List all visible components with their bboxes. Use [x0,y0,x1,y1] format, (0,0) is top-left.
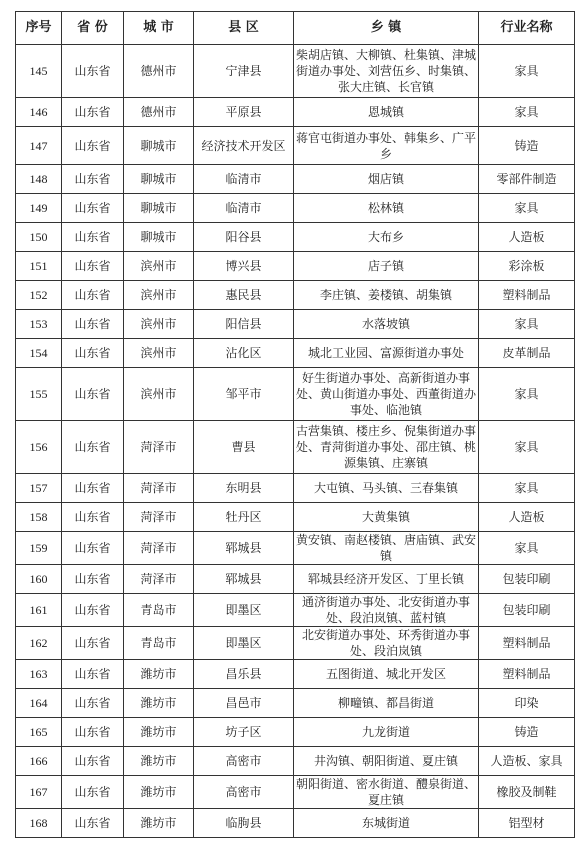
cell-industry: 人造板 [479,503,575,532]
cell-industry: 橡胶及制鞋 [479,776,575,809]
cell-industry: 包装印刷 [479,565,575,594]
document-page [15,11,574,838]
cell-city: 滨州市 [124,368,194,421]
cell-county: 经济技术开发区 [194,127,294,165]
cell-id: 156 [16,421,62,474]
cell-town: 烟店镇 [294,165,479,194]
cell-industry: 家具 [479,532,575,565]
cell-id: 149 [16,194,62,223]
cell-town: 大屯镇、马头镇、三春集镇 [294,474,479,503]
cell-province: 山东省 [62,689,124,718]
cell-province: 山东省 [62,594,124,627]
cell-province: 山东省 [62,747,124,776]
cell-province: 山东省 [62,98,124,127]
cell-town: 城北工业园、富源街道办事处 [294,339,479,368]
cell-city: 菏泽市 [124,474,194,503]
cell-city: 菏泽市 [124,421,194,474]
table-row [16,310,575,339]
cell-county: 曹县 [194,421,294,474]
cell-county: 临朐县 [194,809,294,838]
cell-industry: 人造板、家具 [479,747,575,776]
cell-id: 151 [16,252,62,281]
table-row [16,594,575,627]
cell-province: 山东省 [62,310,124,339]
cell-town: 松林镇 [294,194,479,223]
table-row [16,747,575,776]
header-county: 县 区 [194,12,294,45]
cell-industry: 家具 [479,421,575,474]
cell-industry: 家具 [479,194,575,223]
cell-province: 山东省 [62,368,124,421]
cell-province: 山东省 [62,627,124,660]
cell-county: 郓城县 [194,565,294,594]
cell-province: 山东省 [62,565,124,594]
cell-province: 山东省 [62,339,124,368]
cell-province: 山东省 [62,776,124,809]
cell-industry: 家具 [479,474,575,503]
cell-county: 牡丹区 [194,503,294,532]
cell-industry: 家具 [479,368,575,421]
header-industry: 行业名称 [479,12,575,45]
table-row [16,339,575,368]
cell-industry: 皮革制品 [479,339,575,368]
cell-city: 潍坊市 [124,660,194,689]
cell-county: 坊子区 [194,718,294,747]
cell-town: 柴胡店镇、大柳镇、杜集镇、津城街道办事处、刘营伍乡、时集镇、张大庄镇、长官镇 [294,45,479,98]
cell-city: 聊城市 [124,223,194,252]
table-row [16,127,575,165]
table-row [16,281,575,310]
cell-city: 聊城市 [124,127,194,165]
cell-province: 山东省 [62,281,124,310]
cell-industry: 塑料制品 [479,660,575,689]
table-row [16,368,575,421]
cell-id: 167 [16,776,62,809]
table-row [16,627,575,660]
cell-city: 滨州市 [124,281,194,310]
cell-province: 山东省 [62,474,124,503]
cell-province: 山东省 [62,194,124,223]
cell-province: 山东省 [62,532,124,565]
cell-town: 大黄集镇 [294,503,479,532]
cell-industry: 塑料制品 [479,281,575,310]
cell-id: 162 [16,627,62,660]
cell-city: 潍坊市 [124,809,194,838]
header-city: 城 市 [124,12,194,45]
cell-city: 潍坊市 [124,776,194,809]
cell-county: 阳信县 [194,310,294,339]
cell-county: 惠民县 [194,281,294,310]
cell-industry: 零部件制造 [479,165,575,194]
cell-town: 蒋官屯街道办事处、韩集乡、广平乡 [294,127,479,165]
industry-cluster-table [15,11,575,838]
cell-id: 164 [16,689,62,718]
table-row [16,98,575,127]
cell-city: 滨州市 [124,310,194,339]
cell-town: 东城街道 [294,809,479,838]
cell-county: 高密市 [194,747,294,776]
cell-province: 山东省 [62,165,124,194]
cell-industry: 铸造 [479,718,575,747]
cell-town: 九龙街道 [294,718,479,747]
table-body [16,45,575,838]
cell-city: 聊城市 [124,165,194,194]
cell-town: 黄安镇、南赵楼镇、唐庙镇、武安镇 [294,532,479,565]
table-row [16,565,575,594]
cell-county: 沾化区 [194,339,294,368]
cell-industry: 家具 [479,310,575,339]
table-row [16,474,575,503]
cell-id: 154 [16,339,62,368]
cell-id: 155 [16,368,62,421]
cell-town: 通济街道办事处、北安街道办事处、段泊岚镇、蓝村镇 [294,594,479,627]
cell-id: 150 [16,223,62,252]
cell-id: 159 [16,532,62,565]
table-row [16,223,575,252]
cell-province: 山东省 [62,503,124,532]
cell-county: 临清市 [194,165,294,194]
table-row [16,809,575,838]
cell-id: 165 [16,718,62,747]
table-row [16,503,575,532]
cell-city: 菏泽市 [124,565,194,594]
cell-city: 菏泽市 [124,503,194,532]
cell-city: 潍坊市 [124,689,194,718]
cell-county: 郓城县 [194,532,294,565]
cell-town: 古营集镇、楼庄乡、倪集街道办事处、青菏街道办事处、邵庄镇、桃源集镇、庄寨镇 [294,421,479,474]
cell-city: 潍坊市 [124,747,194,776]
cell-province: 山东省 [62,252,124,281]
cell-county: 平原县 [194,98,294,127]
table-header [16,12,575,45]
header-id: 序号 [16,12,62,45]
cell-city: 德州市 [124,98,194,127]
cell-county: 临清市 [194,194,294,223]
table-row [16,776,575,809]
cell-id: 161 [16,594,62,627]
cell-id: 147 [16,127,62,165]
cell-town: 北安街道办事处、环秀街道办事处、段泊岚镇 [294,627,479,660]
cell-town: 好生街道办事处、高新街道办事处、黄山街道办事处、西董街道办事处、临池镇 [294,368,479,421]
table-row [16,421,575,474]
cell-city: 青岛市 [124,594,194,627]
cell-province: 山东省 [62,45,124,98]
cell-id: 168 [16,809,62,838]
cell-province: 山东省 [62,127,124,165]
table-row [16,689,575,718]
cell-county: 即墨区 [194,627,294,660]
table-row [16,165,575,194]
cell-industry: 包装印刷 [479,594,575,627]
table-row [16,532,575,565]
cell-town: 大布乡 [294,223,479,252]
cell-town: 柳疃镇、都昌街道 [294,689,479,718]
cell-id: 160 [16,565,62,594]
table-row [16,194,575,223]
cell-city: 滨州市 [124,252,194,281]
cell-town: 五图街道、城北开发区 [294,660,479,689]
cell-id: 157 [16,474,62,503]
cell-town: 郓城县经济开发区、丁里长镇 [294,565,479,594]
cell-industry: 家具 [479,45,575,98]
cell-county: 高密市 [194,776,294,809]
cell-town: 井沟镇、朝阳街道、夏庄镇 [294,747,479,776]
cell-industry: 铸造 [479,127,575,165]
cell-industry: 印染 [479,689,575,718]
cell-id: 166 [16,747,62,776]
cell-city: 聊城市 [124,194,194,223]
cell-id: 153 [16,310,62,339]
cell-province: 山东省 [62,660,124,689]
cell-id: 163 [16,660,62,689]
cell-county: 即墨区 [194,594,294,627]
cell-county: 阳谷县 [194,223,294,252]
cell-county: 邹平市 [194,368,294,421]
cell-id: 148 [16,165,62,194]
cell-province: 山东省 [62,223,124,252]
cell-province: 山东省 [62,421,124,474]
cell-city: 青岛市 [124,627,194,660]
cell-id: 152 [16,281,62,310]
table-row [16,252,575,281]
cell-county: 昌乐县 [194,660,294,689]
cell-city: 滨州市 [124,339,194,368]
cell-town: 恩城镇 [294,98,479,127]
cell-industry: 彩涂板 [479,252,575,281]
cell-county: 宁津县 [194,45,294,98]
header-row [16,12,575,45]
cell-id: 145 [16,45,62,98]
cell-town: 李庄镇、姜楼镇、胡集镇 [294,281,479,310]
header-town: 乡 镇 [294,12,479,45]
cell-id: 158 [16,503,62,532]
cell-town: 水落坡镇 [294,310,479,339]
table-row [16,45,575,98]
cell-county: 昌邑市 [194,689,294,718]
cell-county: 博兴县 [194,252,294,281]
header-province: 省 份 [62,12,124,45]
cell-industry: 人造板 [479,223,575,252]
cell-id: 146 [16,98,62,127]
cell-industry: 塑料制品 [479,627,575,660]
cell-province: 山东省 [62,718,124,747]
cell-city: 菏泽市 [124,532,194,565]
table-row [16,660,575,689]
cell-county: 东明县 [194,474,294,503]
cell-city: 潍坊市 [124,718,194,747]
cell-industry: 铝型材 [479,809,575,838]
cell-province: 山东省 [62,809,124,838]
cell-city: 德州市 [124,45,194,98]
cell-town: 朝阳街道、密水街道、醴泉街道、夏庄镇 [294,776,479,809]
table-row [16,718,575,747]
cell-industry: 家具 [479,98,575,127]
cell-town: 店子镇 [294,252,479,281]
